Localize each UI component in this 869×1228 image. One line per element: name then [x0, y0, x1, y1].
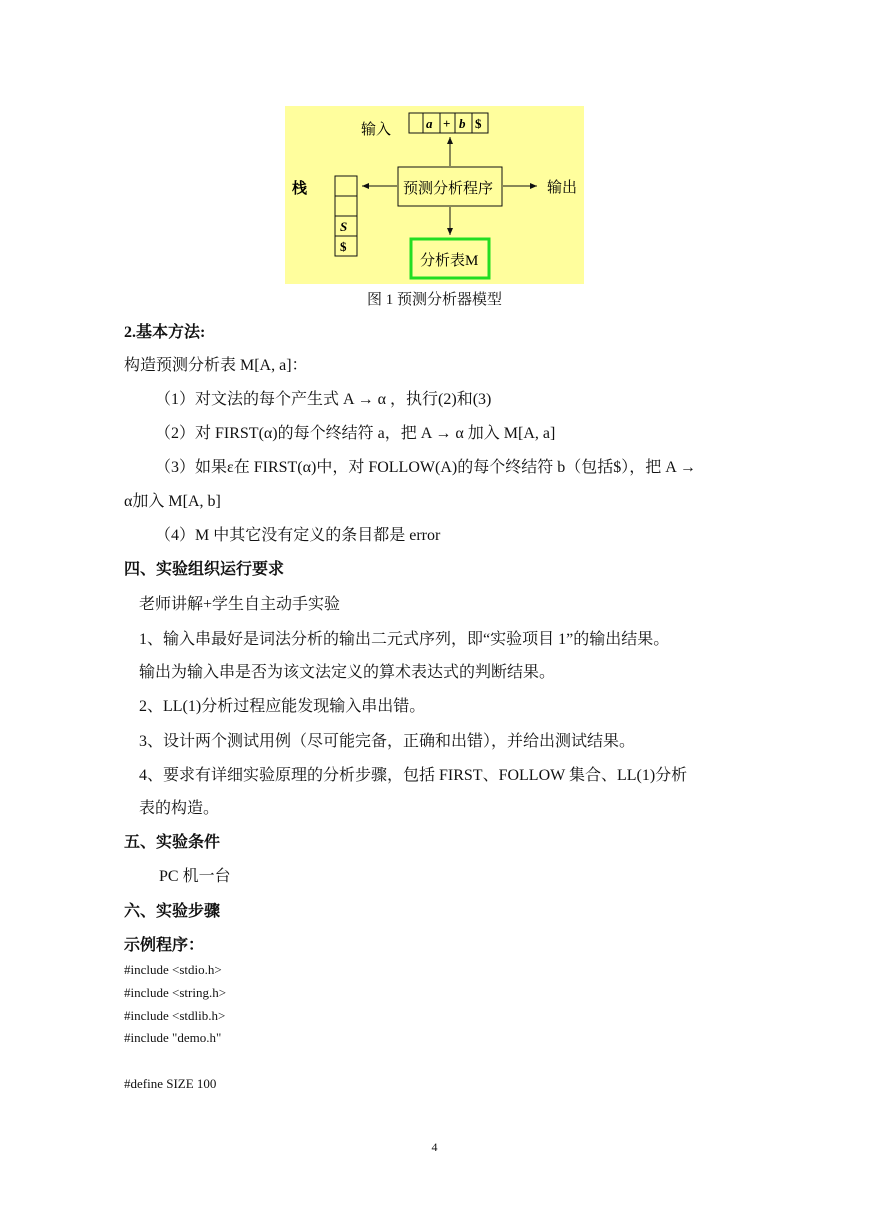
req-line-2: 输出为输入串是否为该文法定义的算术表达式的判断结果。: [139, 664, 556, 681]
stack-label: 栈: [292, 180, 308, 197]
analysis-table-label: 分析表M: [420, 253, 479, 269]
example-program-label: 示例程序：: [124, 937, 205, 954]
tape-cell-plus: +: [443, 116, 451, 131]
req-line-1: 1、输入串最好是词法分析的输出二元式序列，即“实验项目 1”的输出结果。: [139, 631, 670, 648]
section4-heading: 四、实验组织运行要求: [124, 561, 285, 578]
step-2: （2）对 FIRST(α)的每个终结符 a，把 A → α 加入 M[A, a]: [155, 425, 556, 442]
program-label: 预测分析程序: [403, 181, 494, 197]
req-line-3: 2、LL(1)分析过程应能发现输入串出错。: [139, 698, 426, 715]
predictive-parser-figure: [285, 106, 584, 284]
step-4: （4）M 中其它没有定义的条目都是 error: [155, 527, 441, 544]
section2-heading: 2.基本方法:: [124, 324, 206, 341]
figure-caption: 图 1 预测分析器模型: [366, 292, 502, 308]
code-line-3: #include "demo.h": [124, 1030, 222, 1045]
section5-text: PC 机一台: [159, 868, 231, 885]
tape-cell-a: a: [426, 116, 433, 131]
step-3: （3）如果ε在 FIRST(α)中，对 FOLLOW(A)的每个终结符 b（包括$），把 A →: [155, 459, 696, 476]
req-line-0: 老师讲解+学生自主动手实验: [139, 596, 341, 613]
section2-intro: 构造预测分析表 M[A, a]：: [124, 357, 308, 374]
stack-cell-dollar: $: [340, 239, 347, 254]
tape-cell-dollar: $: [475, 116, 482, 131]
code-line-2: #include <stdlib.h>: [124, 1008, 226, 1023]
section5-heading: 五、实验条件: [124, 834, 221, 851]
req-line-6: 表的构造。: [139, 800, 220, 817]
step-1: （1）对文法的每个产生式 A → α ，执行(2)和(3): [155, 391, 492, 408]
section6-heading: 六、实验步骤: [124, 903, 221, 920]
stack-cell-s: S: [340, 219, 348, 234]
page-number: 4: [431, 1140, 438, 1154]
input-tape: [409, 113, 488, 133]
stack: [335, 176, 357, 256]
code-line-0: #include <stdio.h>: [124, 962, 222, 977]
tape-cell-b: b: [459, 116, 466, 131]
req-line-4: 3、设计两个测试用例（尽可能完备，正确和出错），并给出测试结果。: [139, 733, 636, 750]
output-label: 输出: [547, 179, 578, 196]
input-label: 输入: [361, 121, 392, 138]
code-line-1: #include <string.h>: [124, 985, 227, 1000]
req-line-5: 4、要求有详细实验原理的分析步骤，包括 FIRST、FOLLOW 集合、LL(1)分析: [139, 767, 688, 784]
figure-diagram: [285, 106, 584, 284]
step-3-cont: α加入 M[A, b]: [124, 493, 221, 510]
code-line-4: #define SIZE 100: [124, 1076, 217, 1091]
